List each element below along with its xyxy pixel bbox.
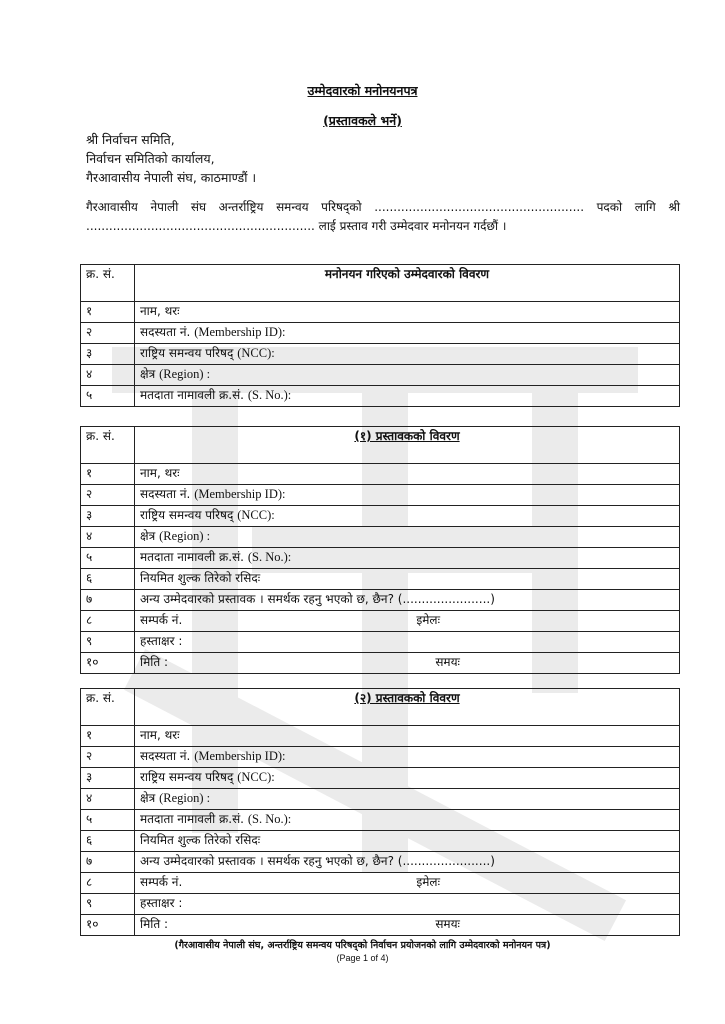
field-label: नियमित शुल्क तिरेको रसिदः xyxy=(140,833,261,847)
contact-label: सम्पर्क नं. xyxy=(140,875,183,889)
page-number: (Page 1 of 4) xyxy=(336,953,389,963)
date-field[interactable] xyxy=(135,653,680,674)
supporter-field[interactable] xyxy=(135,852,680,873)
region-field[interactable] xyxy=(135,789,680,810)
candidate-heading: मनोनयन गरिएको उम्मेदवारको विवरण xyxy=(135,265,680,302)
field-label: क्षेत्र xyxy=(140,529,156,543)
field-label: क्षेत्र xyxy=(140,367,156,381)
signature-field[interactable] xyxy=(135,632,680,653)
row-number: ३ xyxy=(81,768,135,789)
page-title: उम्मेदवारको मनोनयनपत्र xyxy=(307,83,418,98)
page-subtitle: (प्रस्तावकले भर्ने) xyxy=(323,113,402,128)
field-label: हस्ताक्षर : xyxy=(140,896,183,910)
voter-sn-field[interactable] xyxy=(135,548,680,569)
proposer2-table xyxy=(80,688,680,936)
name-field[interactable] xyxy=(135,464,680,485)
address-block xyxy=(86,130,256,187)
row-number: १ xyxy=(81,464,135,485)
ncc-field[interactable] xyxy=(135,506,680,527)
row-number: ५ xyxy=(81,386,135,407)
table-row xyxy=(81,365,680,386)
contact-field[interactable] xyxy=(135,873,680,894)
serial-header: क्र. सं. xyxy=(81,689,135,726)
table-row xyxy=(81,386,680,407)
time-label: समयः xyxy=(435,917,460,931)
field-label-en: (S. No.): xyxy=(247,388,292,402)
row-number: ३ xyxy=(81,344,135,365)
field-label-en: (Membership ID): xyxy=(194,487,286,501)
field-label-en: (Region) : xyxy=(159,791,211,805)
row-number: ७ xyxy=(81,852,135,873)
proposer1-heading: (१) प्रस्तावकको विवरण xyxy=(135,427,680,464)
table-row xyxy=(81,323,680,344)
address-line: गैरआवासीय नेपाली संघ, काठमाण्डौं । xyxy=(86,170,257,185)
row-number: ५ xyxy=(81,810,135,831)
row-number: १ xyxy=(81,302,135,323)
field-label: अन्य उम्मेदवारको प्रस्तावक । समर्थक रहनु भएको छ, छैन? (.......................) xyxy=(140,854,495,868)
field-label: नाम, थरः xyxy=(140,304,180,318)
field-label: राष्ट्रिय समन्वय परिषद् xyxy=(140,770,234,784)
row-number: ९ xyxy=(81,632,135,653)
membership-field[interactable] xyxy=(135,485,680,506)
table-row xyxy=(81,632,680,653)
address-line: श्री निर्वाचन समिति, xyxy=(86,132,175,147)
row-number: ४ xyxy=(81,789,135,810)
table-row xyxy=(81,789,680,810)
email-label: इमेलः xyxy=(416,875,440,889)
receipt-field[interactable] xyxy=(135,569,680,590)
table-row xyxy=(81,915,680,936)
row-number: २ xyxy=(81,485,135,506)
field-label: सदस्यता नं. xyxy=(140,325,191,339)
table-header-row xyxy=(81,265,680,302)
field-label-en: (Region) : xyxy=(159,367,211,381)
table-row xyxy=(81,726,680,747)
table-row xyxy=(81,548,680,569)
field-label: मतदाता नामावली क्र.सं. xyxy=(140,550,244,564)
date-field[interactable] xyxy=(135,915,680,936)
table-header-row xyxy=(81,427,680,464)
contact-field[interactable] xyxy=(135,611,680,632)
table-row xyxy=(81,852,680,873)
voter-sn-field[interactable] xyxy=(135,386,680,407)
table-row xyxy=(81,768,680,789)
table-row xyxy=(81,506,680,527)
table-row xyxy=(81,464,680,485)
voter-sn-field[interactable] xyxy=(135,810,680,831)
ncc-field[interactable] xyxy=(135,344,680,365)
row-number: १० xyxy=(81,653,135,674)
field-label-en: (Membership ID): xyxy=(194,325,286,339)
table-row xyxy=(81,894,680,915)
table-header-row xyxy=(81,689,680,726)
row-number: ४ xyxy=(81,527,135,548)
field-label-en: (Membership ID): xyxy=(194,749,286,763)
row-number: ८ xyxy=(81,611,135,632)
proposer2-heading: (२) प्रस्तावकको विवरण xyxy=(135,689,680,726)
table-row xyxy=(81,873,680,894)
field-label: हस्ताक्षर : xyxy=(140,634,183,648)
field-label: नाम, थरः xyxy=(140,728,180,742)
field-label: नियमित शुल्क तिरेको रसिदः xyxy=(140,571,261,585)
supporter-field[interactable] xyxy=(135,590,680,611)
row-number: ३ xyxy=(81,506,135,527)
field-label-en: (S. No.): xyxy=(247,550,292,564)
table-row xyxy=(81,485,680,506)
field-label: सदस्यता नं. xyxy=(140,749,191,763)
table-row xyxy=(81,590,680,611)
field-label: राष्ट्रिय समन्वय परिषद् xyxy=(140,508,234,522)
table-row xyxy=(81,527,680,548)
table-row xyxy=(81,810,680,831)
field-label-en: (NCC): xyxy=(237,770,275,784)
name-field[interactable] xyxy=(135,726,680,747)
row-number: १० xyxy=(81,915,135,936)
table-row xyxy=(81,611,680,632)
field-label: क्षेत्र xyxy=(140,791,156,805)
table-row xyxy=(81,344,680,365)
serial-header: क्र. सं. xyxy=(81,265,135,302)
field-label-en: (S. No.): xyxy=(247,812,292,826)
table-row xyxy=(81,747,680,768)
email-label: इमेलः xyxy=(416,613,440,627)
row-number: ४ xyxy=(81,365,135,386)
row-number: ६ xyxy=(81,569,135,590)
field-label-en: (Region) : xyxy=(159,529,211,543)
row-number: ७ xyxy=(81,590,135,611)
footer-note: (गैरआवासीय नेपाली संघ, अन्तर्राष्ट्रिय समन्वय परिषद्को निर्वाचन प्रयोजनको लागि उम्मेदवारको मनोनयन पत्र) xyxy=(174,940,551,951)
field-label-en: (NCC): xyxy=(237,346,275,360)
row-number: ६ xyxy=(81,831,135,852)
row-number: २ xyxy=(81,747,135,768)
date-label: मिति : xyxy=(140,655,169,669)
receipt-field[interactable] xyxy=(135,831,680,852)
field-label: राष्ट्रिय समन्वय परिषद् xyxy=(140,346,234,360)
region-field[interactable] xyxy=(135,365,680,386)
table-row xyxy=(81,831,680,852)
row-number: १ xyxy=(81,726,135,747)
serial-header: क्र. सं. xyxy=(81,427,135,464)
field-label: नाम, थरः xyxy=(140,466,180,480)
time-label: समयः xyxy=(435,655,460,669)
name-field[interactable] xyxy=(135,302,680,323)
field-label: सदस्यता नं. xyxy=(140,487,191,501)
contact-label: सम्पर्क नं. xyxy=(140,613,183,627)
table-row xyxy=(81,302,680,323)
field-label-en: (NCC): xyxy=(237,508,275,522)
row-number: ८ xyxy=(81,873,135,894)
table-row xyxy=(81,569,680,590)
row-number: ५ xyxy=(81,548,135,569)
field-label: अन्य उम्मेदवारको प्रस्तावक । समर्थक रहनु भएको छ, छैन? (.......................) xyxy=(140,592,495,606)
row-number: ९ xyxy=(81,894,135,915)
address-line: निर्वाचन समितिको कार्यालय, xyxy=(86,151,215,166)
date-label: मिति : xyxy=(140,917,169,931)
signature-field[interactable] xyxy=(135,894,680,915)
field-label: मतदाता नामावली क्र.सं. xyxy=(140,812,244,826)
ncc-field[interactable] xyxy=(135,768,680,789)
region-field[interactable] xyxy=(135,527,680,548)
membership-field[interactable] xyxy=(135,323,680,344)
proposer1-table xyxy=(80,426,680,674)
candidate-table xyxy=(80,264,680,407)
field-label: मतदाता नामावली क्र.सं. xyxy=(140,388,244,402)
table-row xyxy=(81,653,680,674)
nomination-paragraph: गैरआवासीय नेपाली संघ अन्तर्राष्ट्रिय समन्वय परिषद्को ....................................................... पदको लागि श्री ............................................................ लाई प्रस्ताव गरी उम्मेदवार मनोनयन गर्दछौं । xyxy=(86,200,680,233)
membership-field[interactable] xyxy=(135,747,680,768)
row-number: २ xyxy=(81,323,135,344)
